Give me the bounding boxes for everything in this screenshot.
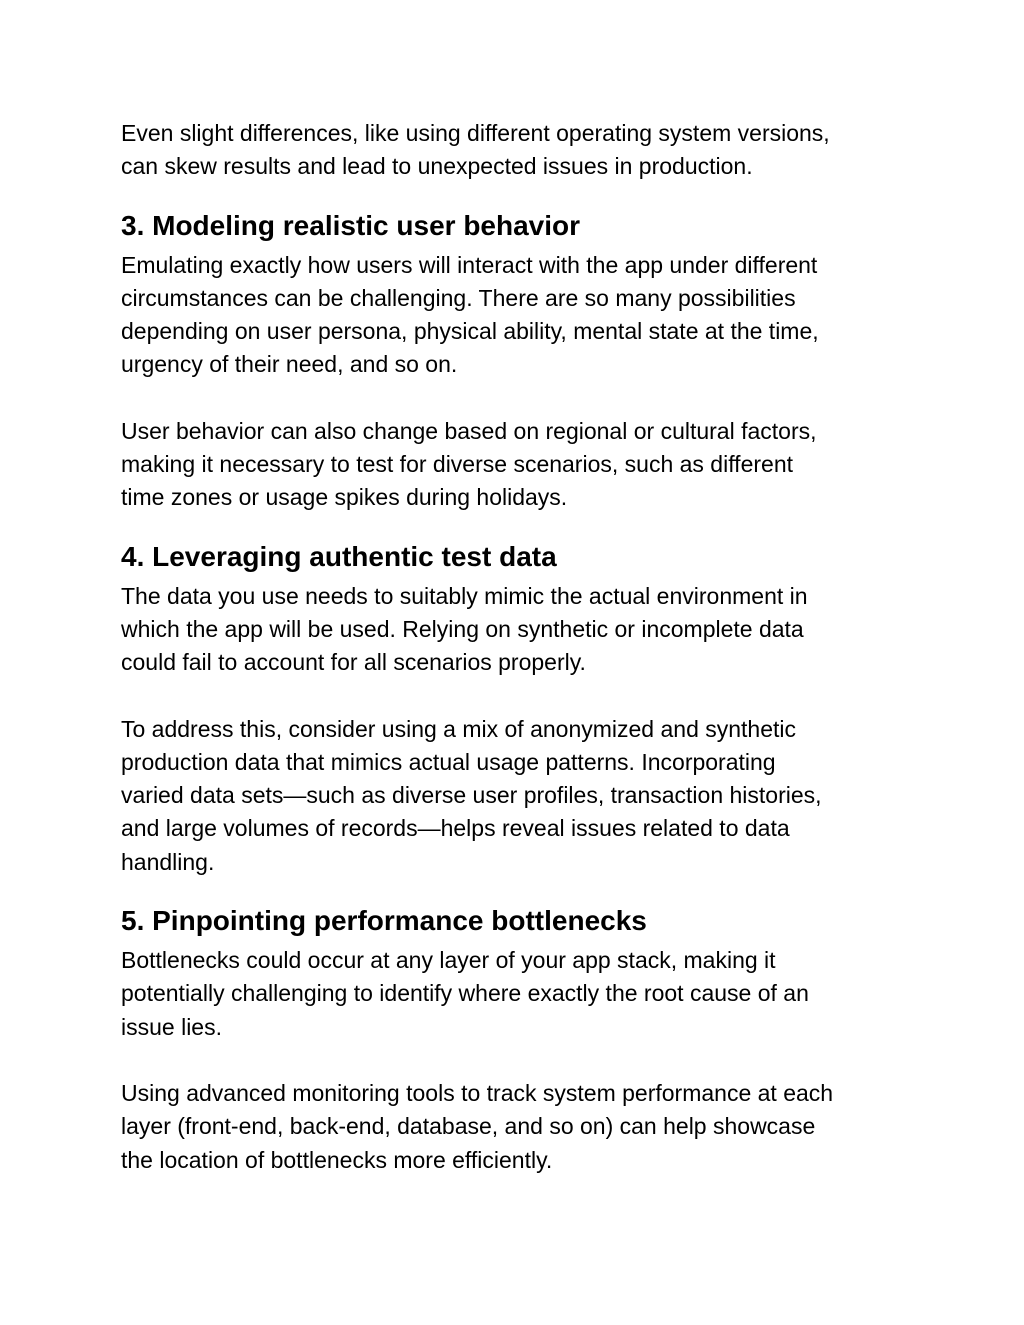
document-page (121, 117, 921, 1177)
section-3-paragraph-1: Emulating exactly how users will interact with the app under different circumstances can be challenging. There are so many possibilities depending on user persona, physical ability, mental state at the time, urgency of their need, and so on. (121, 251, 819, 378)
section-4-paragraph-1: The data you use needs to suitably mimic the actual environment in which the app will be used. Relying on synthetic or incomplete data could fail to account for all scenarios properly. (121, 582, 808, 676)
section-3-heading: 3. Modeling realistic user behavior (121, 209, 581, 241)
section-5-paragraph-2: Using advanced monitoring tools to track system performance at each layer (front-end, back-end, database, and so on) can help showcase the location of bottlenecks more efficiently. (121, 1079, 834, 1173)
paragraph-gap (121, 382, 921, 415)
section-4-heading: 4. Leveraging authentic test data (121, 540, 557, 572)
paragraph-gap (121, 1044, 921, 1077)
section-5-paragraph-1: Bottlenecks could occur at any layer of your app stack, making it potentially challenging to identify where exactly the root cause of an issue lies. (121, 947, 809, 1040)
paragraph-gap (121, 680, 921, 713)
section-4-paragraph-2: To address this, consider using a mix of anonymized and synthetic production data that mimics actual usage patterns. Incorporating varied data sets—such as diverse user profiles, transaction histories, and large volumes of records—helps reveal issues related to data handling. (121, 715, 822, 875)
section-5-heading: 5. Pinpointing performance bottlenecks (121, 905, 647, 937)
intro-paragraph: Even slight differences, like using different operating system versions, can skew results and lead to unexpected issues in production. (121, 120, 830, 180)
section-3-paragraph-2: User behavior can also change based on regional or cultural factors, making it necessary to test for diverse scenarios, such as different time zones or usage spikes during holidays. (121, 417, 817, 511)
